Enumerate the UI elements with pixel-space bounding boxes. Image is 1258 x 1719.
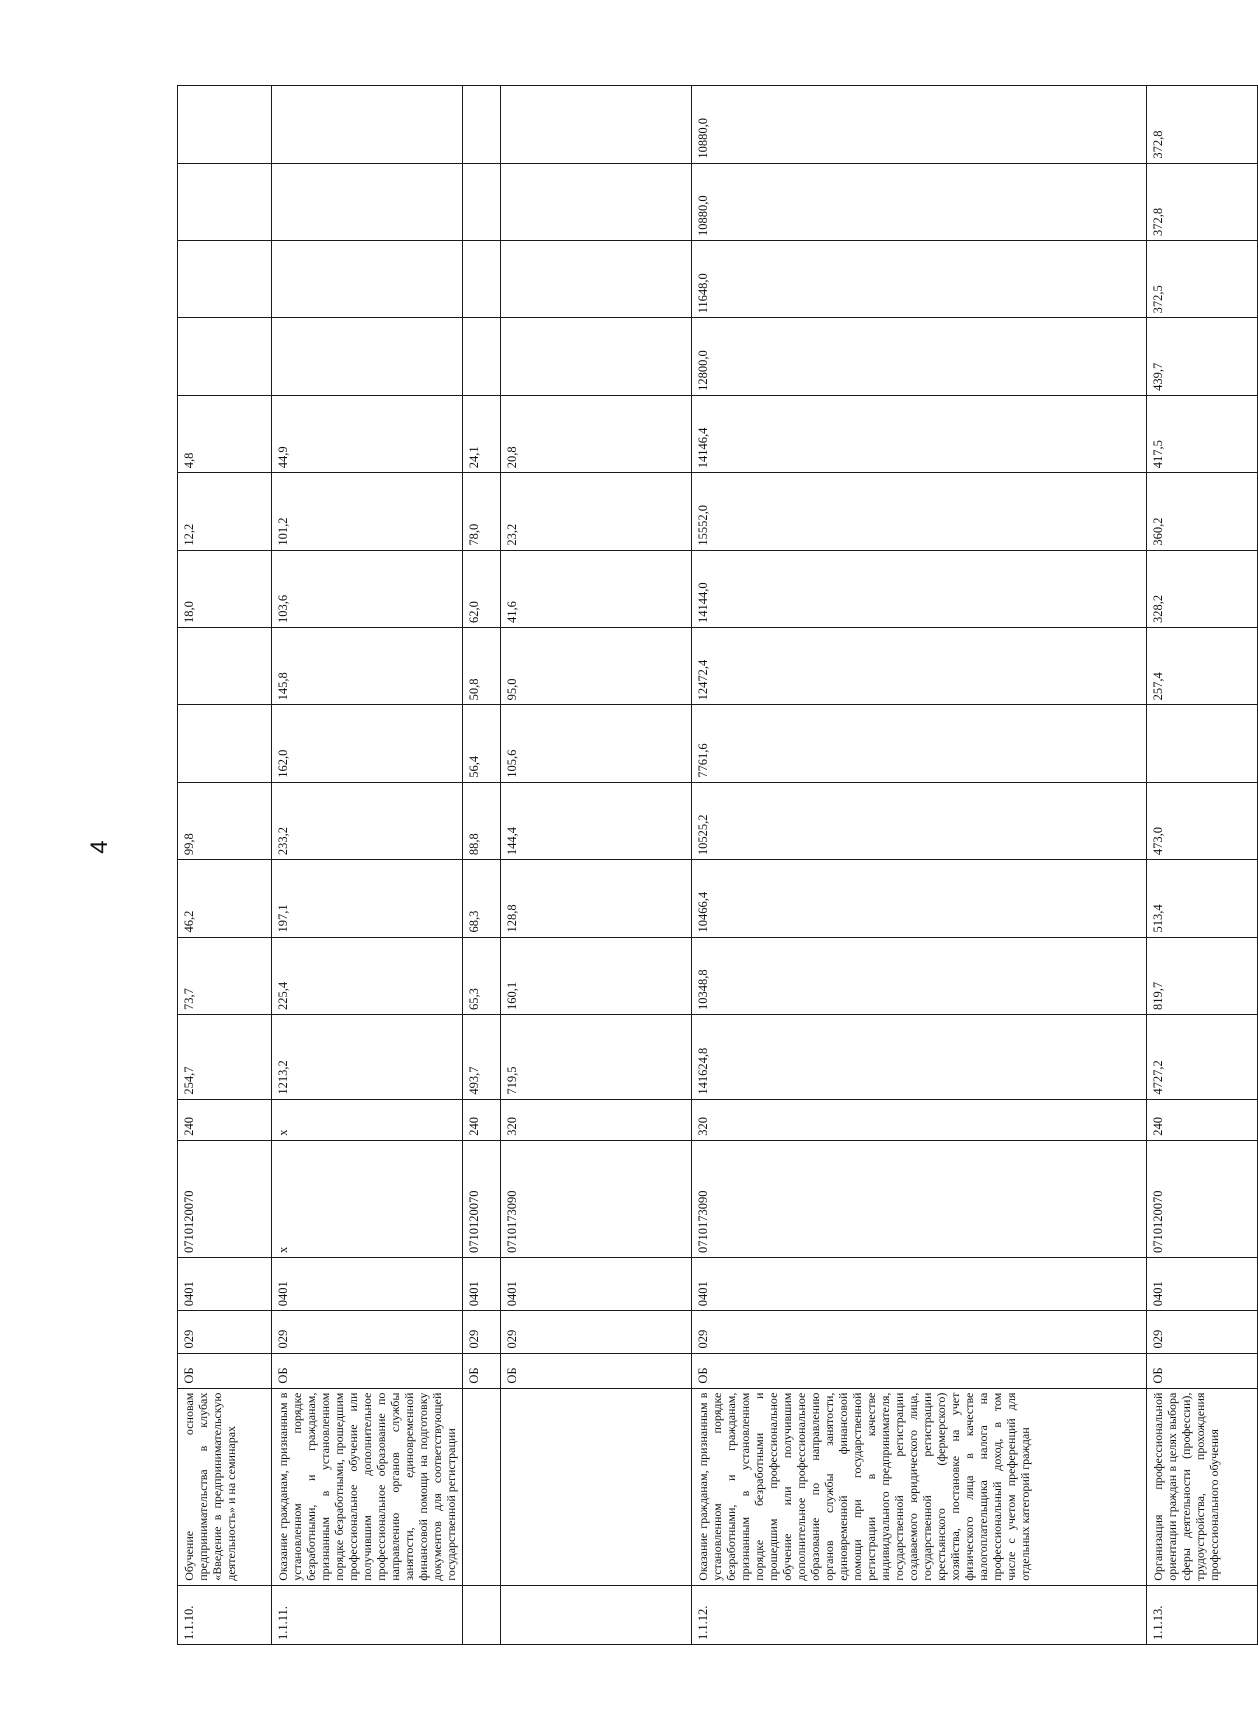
row-description [501, 1388, 692, 1585]
vr-cell: 240 [463, 1099, 501, 1140]
table-row [178, 86, 272, 1645]
grbs-cell: 029 [178, 1311, 272, 1353]
page-number: 4 [86, 840, 113, 854]
value-cell: 105,6 [501, 705, 692, 782]
value-cell: 12,2 [178, 473, 272, 550]
source-cell: ОБ [501, 1353, 692, 1388]
budget-table-container [177, 85, 1221, 1645]
value-cell: 95,0 [501, 627, 692, 704]
row-description: Организация профессиональной ориентации граждан в целях выбора сферы деятельности (профессии), трудоустройства, прохождения профессионального обучения [1147, 1388, 1258, 1585]
source-cell: ОБ [272, 1353, 463, 1388]
budget-table [177, 85, 1258, 1645]
value-cell: 15552,0 [692, 473, 1147, 550]
value-cell: 14144,0 [692, 550, 1147, 627]
value-cell [501, 318, 692, 395]
source-cell: ОБ [463, 1353, 501, 1388]
value-cell: 56,4 [463, 705, 501, 782]
csr-cell: x [272, 1140, 463, 1257]
vr-cell: x [272, 1099, 463, 1140]
section-cell: 0401 [501, 1258, 692, 1311]
value-cell: 23,2 [501, 473, 692, 550]
value-cell: 18,0 [178, 550, 272, 627]
section-cell: 0401 [178, 1258, 272, 1311]
value-cell [178, 163, 272, 240]
grbs-cell: 029 [272, 1311, 463, 1353]
value-cell [463, 241, 501, 318]
value-cell: 160,1 [501, 937, 692, 1014]
value-cell: 493,7 [463, 1014, 501, 1099]
value-cell: 78,0 [463, 473, 501, 550]
value-cell: 225,4 [272, 937, 463, 1014]
value-cell: 88,8 [463, 782, 501, 859]
value-cell: 7761,6 [692, 705, 1147, 782]
value-cell [501, 241, 692, 318]
value-cell: 128,8 [501, 860, 692, 937]
value-cell [272, 86, 463, 164]
value-cell: 10348,8 [692, 937, 1147, 1014]
value-cell: 103,6 [272, 550, 463, 627]
row-code: 1.1.11. [272, 1585, 463, 1644]
row-description: Оказание гражданам, признанным в установленном порядке безработными, и гражданам, признанным в установленном порядке безработными и прошедшим профессиональное обучение или получившим дополнительное профессиональное образование по направлению органов службы занятости, единовременной финансовой помощи при государственной регистрации в качестве индивидуального предпринимателя, государственной регистрации создаваемого юридического лица, государственной регистрации крестьянского (фермерского) хозяйства, постановке на учет физического лица в качестве налогоплательщика налога на профессиональный доход, в том числе с учетом преференций для отдельных категорий граждан [692, 1388, 1147, 1585]
csr-cell: 0710120070 [1147, 1140, 1258, 1257]
value-cell: 145,8 [272, 627, 463, 704]
value-cell: 328,2 [1147, 550, 1258, 627]
value-cell [272, 241, 463, 318]
value-cell: 4,8 [178, 395, 272, 472]
value-cell: 372,8 [1147, 86, 1258, 164]
value-cell: 20,8 [501, 395, 692, 472]
value-cell: 50,8 [463, 627, 501, 704]
csr-cell: 0710173090 [692, 1140, 1147, 1257]
value-cell: 439,7 [1147, 318, 1258, 395]
value-cell: 144,4 [501, 782, 692, 859]
value-cell: 46,2 [178, 860, 272, 937]
value-cell: 10466,4 [692, 860, 1147, 937]
value-cell [272, 163, 463, 240]
value-cell: 719,5 [501, 1014, 692, 1099]
table-row [692, 86, 1147, 1645]
row-code: 1.1.10. [178, 1585, 272, 1644]
value-cell [463, 86, 501, 164]
value-cell: 101,2 [272, 473, 463, 550]
value-cell [463, 318, 501, 395]
value-cell: 513,4 [1147, 860, 1258, 937]
vr-cell: 320 [501, 1099, 692, 1140]
value-cell: 41,6 [501, 550, 692, 627]
source-cell: ОБ [692, 1353, 1147, 1388]
value-cell [178, 705, 272, 782]
row-description: Оказание гражданам, признанным в установленном порядке безработными, и гражданам, признанным в установленном порядке безработными, прошедшим профессиональное обучение или получившим дополнительное профессиональное образование по направлению органов службы занятости, единовременной финансовой помощи на подготовку документов для соответствующей государственной регистрации [272, 1388, 463, 1585]
source-cell: ОБ [1147, 1353, 1258, 1388]
value-cell: 141624,8 [692, 1014, 1147, 1099]
vr-cell: 320 [692, 1099, 1147, 1140]
value-cell: 1213,2 [272, 1014, 463, 1099]
value-cell [501, 86, 692, 164]
row-code [463, 1585, 501, 1644]
value-cell: 257,4 [1147, 627, 1258, 704]
value-cell: 372,5 [1147, 241, 1258, 318]
csr-cell: 0710120070 [463, 1140, 501, 1257]
source-cell: ОБ [178, 1353, 272, 1388]
value-cell: 360,2 [1147, 473, 1258, 550]
section-cell: 0401 [463, 1258, 501, 1311]
value-cell: 233,2 [272, 782, 463, 859]
csr-cell: 0710173090 [501, 1140, 692, 1257]
vr-cell: 240 [1147, 1099, 1258, 1140]
value-cell: 11648,0 [692, 241, 1147, 318]
value-cell: 10880,0 [692, 163, 1147, 240]
value-cell: 4727,2 [1147, 1014, 1258, 1099]
grbs-cell: 029 [692, 1311, 1147, 1353]
grbs-cell: 029 [463, 1311, 501, 1353]
value-cell [463, 163, 501, 240]
value-cell [178, 318, 272, 395]
value-cell: 24,1 [463, 395, 501, 472]
row-description: Обучение основам предпринимательства в клубах «Введение в предпринимательскую деятельность» и на семинарах [178, 1388, 272, 1585]
value-cell: 68,3 [463, 860, 501, 937]
value-cell [1147, 705, 1258, 782]
value-cell: 819,7 [1147, 937, 1258, 1014]
row-description [463, 1388, 501, 1585]
value-cell: 73,7 [178, 937, 272, 1014]
value-cell [272, 318, 463, 395]
row-code [501, 1585, 692, 1644]
value-cell [178, 86, 272, 164]
value-cell [178, 627, 272, 704]
grbs-cell: 029 [501, 1311, 692, 1353]
value-cell: 12800,0 [692, 318, 1147, 395]
table-row [463, 86, 501, 1645]
value-cell: 417,5 [1147, 395, 1258, 472]
value-cell: 44,9 [272, 395, 463, 472]
value-cell: 62,0 [463, 550, 501, 627]
table-row [501, 86, 692, 1645]
value-cell: 14146,4 [692, 395, 1147, 472]
value-cell: 162,0 [272, 705, 463, 782]
grbs-cell: 029 [1147, 1311, 1258, 1353]
row-code: 1.1.13. [1147, 1585, 1258, 1644]
value-cell: 12472,4 [692, 627, 1147, 704]
value-cell: 372,8 [1147, 163, 1258, 240]
value-cell: 10880,0 [692, 86, 1147, 164]
value-cell: 473,0 [1147, 782, 1258, 859]
value-cell: 254,7 [178, 1014, 272, 1099]
row-code: 1.1.12. [692, 1585, 1147, 1644]
table-row [1147, 86, 1258, 1645]
vr-cell: 240 [178, 1099, 272, 1140]
section-cell: 0401 [272, 1258, 463, 1311]
table-row [272, 86, 463, 1645]
section-cell: 0401 [692, 1258, 1147, 1311]
csr-cell: 0710120070 [178, 1140, 272, 1257]
section-cell: 0401 [1147, 1258, 1258, 1311]
value-cell: 99,8 [178, 782, 272, 859]
value-cell [501, 163, 692, 240]
value-cell [178, 241, 272, 318]
value-cell: 197,1 [272, 860, 463, 937]
value-cell: 65,3 [463, 937, 501, 1014]
value-cell: 10525,2 [692, 782, 1147, 859]
